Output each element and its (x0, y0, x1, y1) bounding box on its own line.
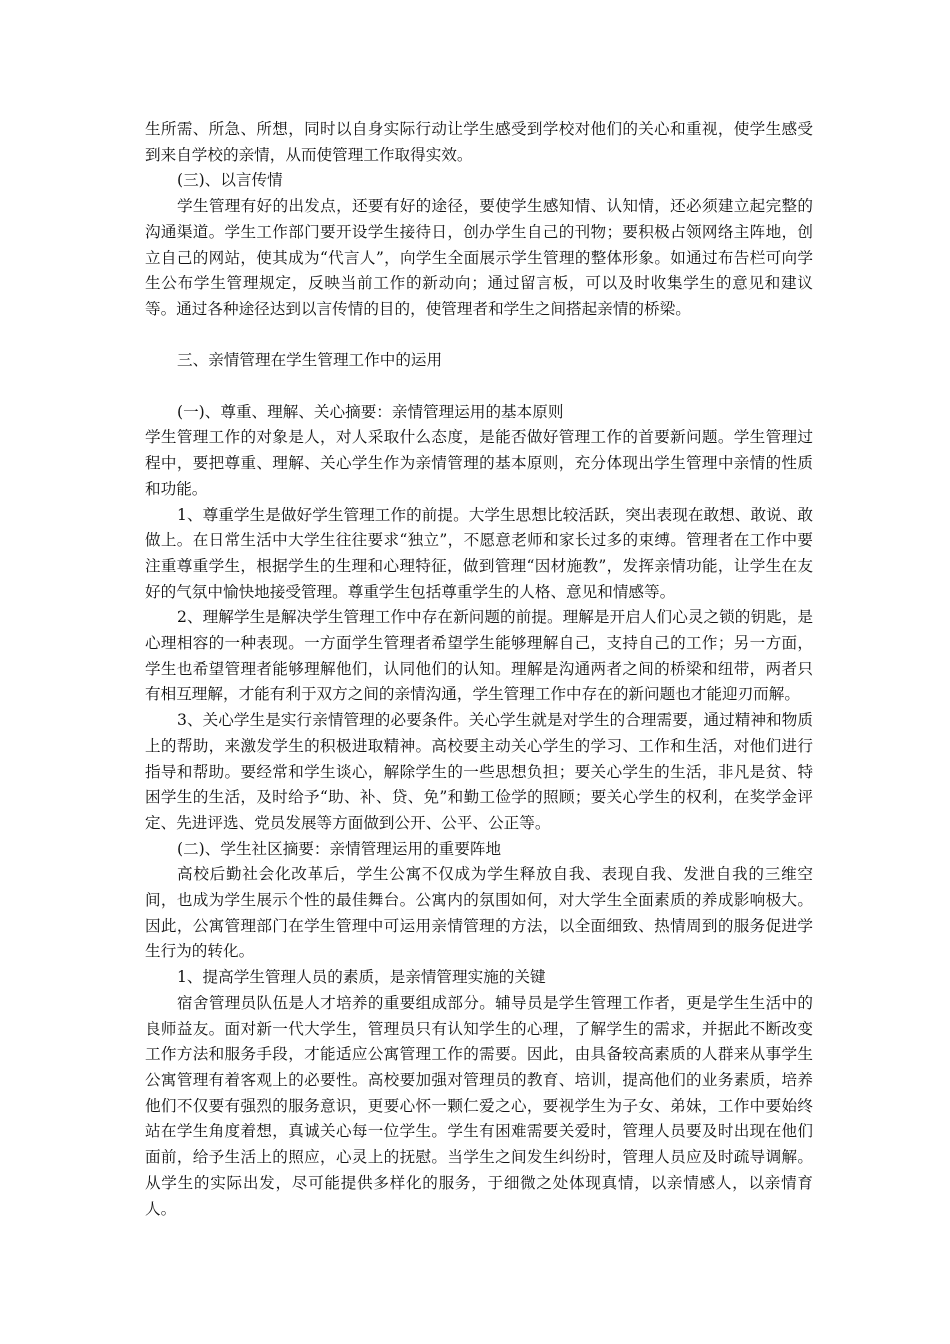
section-heading-3: (三)、以言传情 (177, 171, 283, 190)
paragraph: 学生管理有好的出发点，还要有好的途径，要使学生感知情、认知情，还必须建立起完整的沟通渠道。学生工作部门要开设学生接待日，创办学生自己的刊物；要积极占领网络主阵地，创立自己的网站，使其成为“代言人”，向学生全面展示学生管理的整体形象。如通过布告栏可向学生公布学生管理规定，反映当前工作的新动向；通过留言板，可以及时收集学生的意见和建议等。通过各种途径达到以言传情的目的，使管理者和学生之间搭起亲情的桥梁。 (145, 197, 813, 318)
blank-line (145, 374, 813, 400)
blank-line (145, 323, 813, 349)
paragraph: 3、关心学生是实行亲情管理的必要条件。关心学生就是对学生的合理需要，通过精神和物质上的帮助，来激发学生的积极进取精神。高校要主动关心学生的学习、工作和生活，对他们进行指导和帮助。要经常和学生谈心，解除学生的一些思想负担；要关心学生的生活，非凡是贫、特困学生的生活，及时给予“助、补、贷、免”和勤工俭学的照顾；要关心学生的权利，在奖学金评定、先进评选、党员发展等方面做到公开、公平、公正等。 (145, 711, 813, 832)
document-body (145, 117, 813, 1222)
paragraph: 1、尊重学生是做好学生管理工作的前提。大学生思想比较活跃，突出表现在敢想、敢说、敢做上。在日常生活中大学生往往要求“独立”，不愿意老师和家长过多的束缚。管理者在工作中要注重尊重学生，根据学生的生理和心理特征，做到管理“因材施教”，发挥亲情功能，让学生在友好的气氛中愉快地接受管理。尊重学生包括尊重学生的人格、意见和情感等。 (145, 505, 813, 601)
paragraph: 2、理解学生是解决学生管理工作中存在新问题的前提。理解是开启人们心灵之锁的钥匙，是心理相容的一种表现。一方面学生管理者希望学生能够理解自己，支持自己的工作；另一方面，学生也希望管理者能够理解他们，认同他们的认知。理解是沟通两者之间的桥梁和纽带，两者只有相互理解，才能有利于双方之间的亲情沟通，学生管理工作中存在的新问题也才能迎刃而解。 (145, 608, 813, 704)
section-heading-2: (二)、学生社区摘要：亲情管理运用的重要阵地 (177, 839, 502, 858)
chapter-heading: 三、亲情管理在学生管理工作中的运用 (177, 351, 443, 370)
subsection-heading: 1、提高学生管理人员的素质，是亲情管理实施的关键 (177, 968, 546, 987)
section-heading-1: (一)、尊重、理解、关心摘要：亲情管理运用的基本原则 (177, 402, 564, 421)
paragraph: 高校后勤社会化改革后，学生公寓不仅成为学生释放自我、表现自我、发泄自我的三维空间，也成为学生展示个性的最佳舞台。公寓内的氛围如何，对大学生全面素质的养成影响极大。因此，公寓管理部门在学生管理中可运用亲情管理的方法，以全面细致、热情周到的服务促进学生行为的转化。 (145, 865, 813, 961)
paragraph: 宿舍管理员队伍是人才培养的重要组成部分。辅导员是学生管理工作者，更是学生生活中的良师益友。面对新一代大学生，管理员只有认知学生的心理，了解学生的需求，并据此不断改变工作方法和服务手段，才能适应公寓管理工作的需要。因此，由具备较高素质的人群来从事学生公寓管理有着客观上的必要性。高校要加强对管理员的教育、培训，提高他们的业务素质，培养他们不仅要有强烈的服务意识，更要心怀一颗仁爱之心，要视学生为子女、弟妹，工作中要始终站在学生角度着想，真诚关心每一位学生。学生有困难需要关爱时，管理人员要及时出现在他们面前，给予生活上的照应，心灵上的抚慰。当学生之间发生纠纷时，管理人员应及时疏导调解。从学生的实际出发，尽可能提供多样化的服务，于细微之处体现真情，以亲情感人，以亲情育人。 (145, 993, 813, 1218)
paragraph: 学生管理工作的对象是人，对人采取什么态度，是能否做好管理工作的首要新问题。学生管理过程中，要把尊重、理解、关心学生作为亲情管理的基本原则，充分体现出学生管理中亲情的性质和功能。 (145, 428, 813, 498)
paragraph-continuation: 生所需、所急、所想，同时以自身实际行动让学生感受到学校对他们的关心和重视，使学生感受到来自学校的亲情，从而使管理工作取得实效。 (145, 120, 813, 164)
